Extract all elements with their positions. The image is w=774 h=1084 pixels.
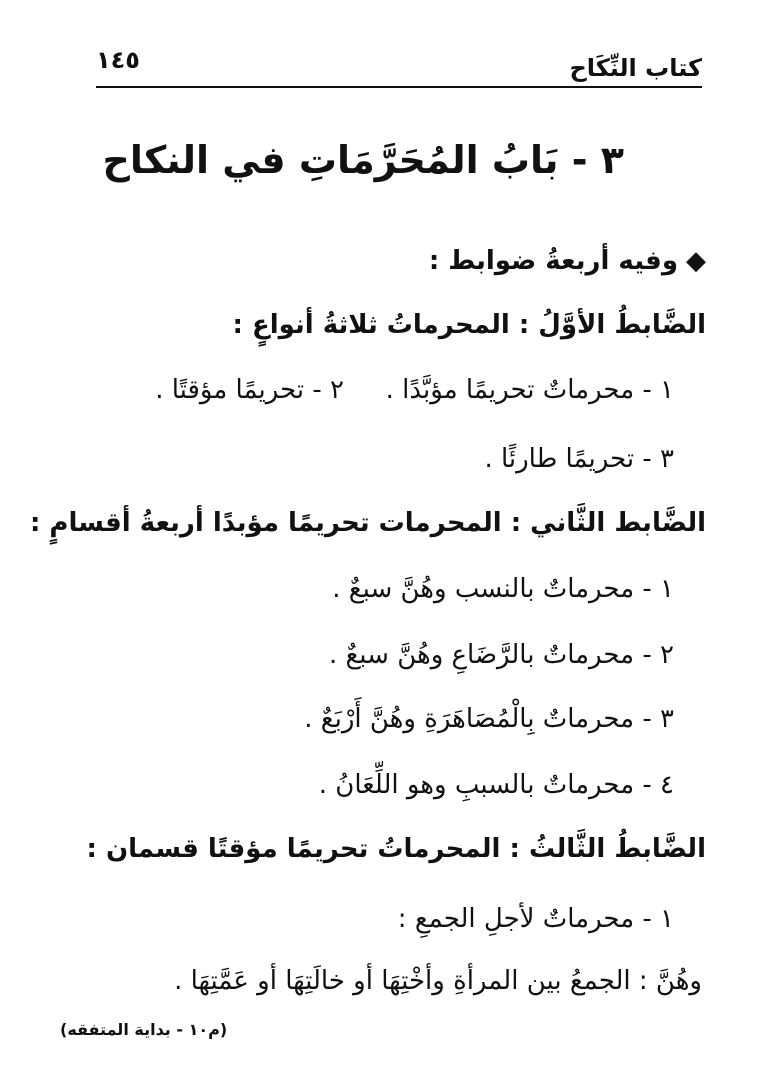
rule3-detail: وهُنَّ : الجمعُ بين المرأةِ وأخْتِهَا أو خالَتِهَا أو عَمَّتِهَا .	[174, 966, 702, 996]
header-divider	[96, 86, 702, 88]
intro-line	[429, 246, 706, 276]
rule1-item-3: ٣ - تحريمًا طارئًا .	[484, 444, 674, 474]
rule1-item-1: ١ - محرماتٌ تحريمًا مؤبَّدًا .	[385, 375, 674, 405]
bullet-icon: ◆	[686, 246, 706, 276]
chapter-title: ٣ - بَابُ المُحَرَّمَاتِ في النكاح	[102, 138, 624, 182]
rule2-item-4: ٤ - محرماتٌ بالسببِ وهو اللِّعَانُ .	[318, 770, 674, 800]
footer-signature: (م١٠ - بداية المتفقه)	[60, 1020, 228, 1039]
page-number: ١٤٥	[96, 46, 140, 74]
rule2-item-2: ٢ - محرماتٌ بالرَّضَاعِ وهُنَّ سبعٌ .	[328, 640, 674, 670]
rule2-item-1: ١ - محرماتٌ بالنسب وهُنَّ سبعٌ .	[332, 574, 674, 604]
rule1-item-2: ٢ - تحريمًا مؤقتًا .	[155, 375, 344, 405]
running-head-title: كتاب النِّكَاح	[569, 54, 702, 82]
rule2-item-3: ٣ - محرماتٌ بِالْمُصَاهَرَةِ وهُنَّ أَرْبَعٌ .	[304, 704, 674, 734]
intro-text: وفيه أربعةُ ضوابط :	[428, 246, 678, 276]
rule1-heading: الضَّابطُ الأوَّلُ : المحرماتُ ثلاثةُ أنواعٍ :	[232, 310, 706, 340]
rule2-heading: الضَّابط الثَّاني : المحرمات تحريمًا مؤبدًا أربعةُ أقسامٍ :	[29, 508, 706, 538]
page-header	[96, 46, 702, 86]
rule3-item-1: ١ - محرماتٌ لأجلِ الجمعِ :	[397, 904, 674, 934]
rule3-heading: الضَّابطُ الثَّالثُ : المحرماتُ تحريمًا مؤقتًا قسمان :	[86, 834, 706, 864]
